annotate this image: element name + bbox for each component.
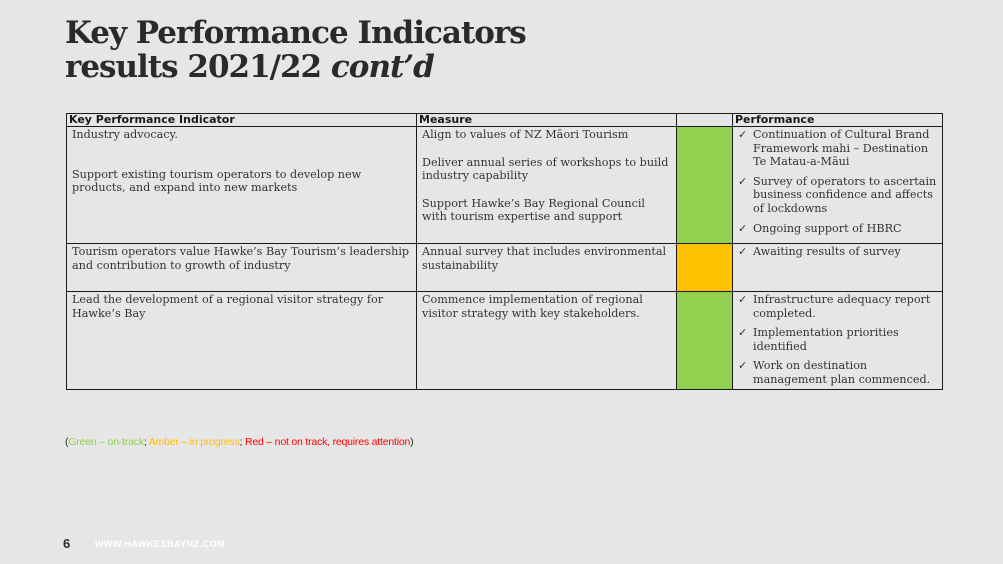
checkmark-icon: ✓ (738, 174, 748, 188)
legend-amber: Amber – in progress (148, 436, 240, 448)
kpi-cell (67, 127, 417, 244)
checkmark-icon: ✓ (738, 221, 748, 235)
performance-list (738, 293, 937, 387)
checkmark-icon: ✓ (738, 359, 748, 373)
title-line-1: Key Performance Indicators (65, 15, 526, 51)
list-item: ✓ Continuation of Cultural Brand Framework mahi – Destination Te Matau-a-Māui (738, 128, 930, 169)
measure-cell (417, 292, 677, 390)
list-item: ✓ Awaiting results of survey (738, 245, 901, 258)
table-row (67, 292, 943, 390)
header-performance: Performance (733, 114, 943, 127)
title-line-2-italic: cont’d (330, 49, 434, 85)
checkmark-icon: ✓ (738, 293, 748, 306)
measure-text: Align to values of NZ Māori Tourism (422, 128, 629, 141)
table-header-row (67, 114, 943, 127)
legend-close-paren: ) (410, 436, 414, 448)
performance-list (738, 245, 937, 259)
legend-open-paren: ( (65, 436, 69, 448)
kpi-text: Support existing tourism operators to develop new products, and expand into new markets (72, 167, 362, 195)
measure-cell (417, 127, 677, 244)
list-item: ✓ Work on destination management plan commenced. (738, 359, 931, 386)
kpi-cell (67, 292, 417, 390)
kpi-text: Tourism operators value Hawke’s Bay Tourism’s leadership and contribution to growth of industry (72, 245, 410, 272)
table-row (67, 244, 943, 292)
header-status (677, 114, 733, 127)
status-cell (677, 292, 733, 390)
title-line-2 (65, 50, 526, 84)
measure-text: Deliver annual series of workshops to build industry capability (422, 155, 669, 183)
list-item: ✓ Infrastructure adequacy report completed. (738, 293, 931, 320)
performance-cell (733, 127, 943, 244)
checkmark-icon: ✓ (738, 245, 748, 258)
measure-text: Support Hawke’s Bay Regional Council with tourism expertise and support (422, 196, 646, 224)
kpi-text: Industry advocacy. (72, 128, 178, 141)
kpi-cell (67, 244, 417, 292)
kpi-text: Lead the development of a regional visitor strategy for Hawke’s Bay (72, 293, 384, 320)
performance-list (738, 128, 937, 235)
page-number: 6 (63, 536, 71, 551)
status-cell (677, 244, 733, 292)
measure-text: Commence implementation of regional visitor strategy with key stakeholders. (422, 293, 643, 320)
legend-separator: ; (239, 436, 245, 448)
performance-cell (733, 292, 943, 390)
kpi-table (66, 113, 943, 390)
title-line-2-regular: results 2021/22 (65, 49, 331, 85)
measure-text: Annual survey that includes environmental sustainability (422, 245, 667, 272)
website-url[interactable]: WWW.HAWKESBAYNZ.COM (95, 539, 226, 549)
list-item: ✓ Implementation priorities identified (738, 326, 899, 353)
page-title (65, 16, 526, 84)
list-item: ✓ Survey of operators to ascertain business confidence and affects of lockdowns (738, 174, 937, 215)
header-kpi: Key Performance Indicator (67, 114, 417, 127)
legend-separator: ; (143, 436, 149, 448)
header-measure: Measure (417, 114, 677, 127)
status-legend (65, 436, 413, 448)
legend-green: Green – on-track (68, 436, 144, 448)
performance-cell (733, 244, 943, 292)
checkmark-icon: ✓ (738, 326, 748, 340)
table-row (67, 127, 943, 244)
list-item: ✓ Ongoing support of HBRC (738, 221, 902, 235)
checkmark-icon: ✓ (738, 128, 748, 141)
legend-red: Red – not on track, requires attention (244, 436, 411, 448)
measure-cell (417, 244, 677, 292)
status-cell (677, 127, 733, 244)
